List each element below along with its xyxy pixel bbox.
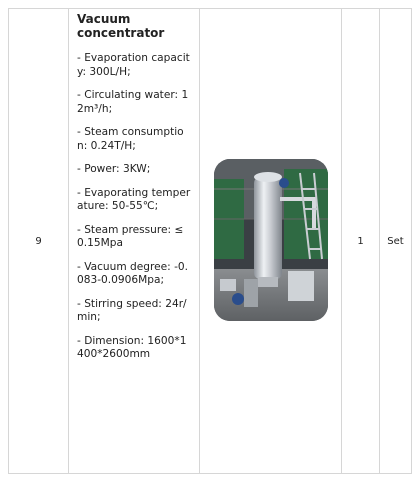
spec-circulating-water: - Circulating water: 12m³/h; — [77, 89, 189, 115]
spec-dimension: - Dimension: 1600*1400*2600mm — [77, 334, 187, 360]
spec-vacuum-degree: - Vacuum degree: -0.083-0.0906Mpa; — [77, 260, 189, 286]
row-index: 9 — [35, 235, 42, 247]
unit-cell — [379, 9, 412, 473]
quantity-value: 1 — [357, 235, 364, 247]
quantity-cell — [341, 9, 379, 473]
index-cell — [8, 9, 68, 473]
spec-power: - Power: 3KW; — [77, 163, 151, 175]
unit-value: Set — [387, 235, 404, 247]
product-title: Vacuum concentrator — [77, 12, 165, 40]
spec-stirring-speed: - Stirring speed: 24r/min; — [77, 297, 187, 323]
spec-evaporating-temperature: - Evaporating temperature: 50-55℃; — [77, 186, 191, 212]
product-table — [8, 8, 412, 474]
image-cell — [199, 9, 341, 473]
spec-evaporation-capacity: - Evaporation capacity: 300L/H; — [77, 52, 190, 78]
product-photo — [214, 159, 328, 321]
spec-steam-consumption: - Steam consumption: 0.24T/H; — [77, 126, 184, 152]
description-cell — [68, 9, 199, 473]
spec-steam-pressure: - Steam pressure: ≤0.15Mpa — [77, 223, 184, 249]
